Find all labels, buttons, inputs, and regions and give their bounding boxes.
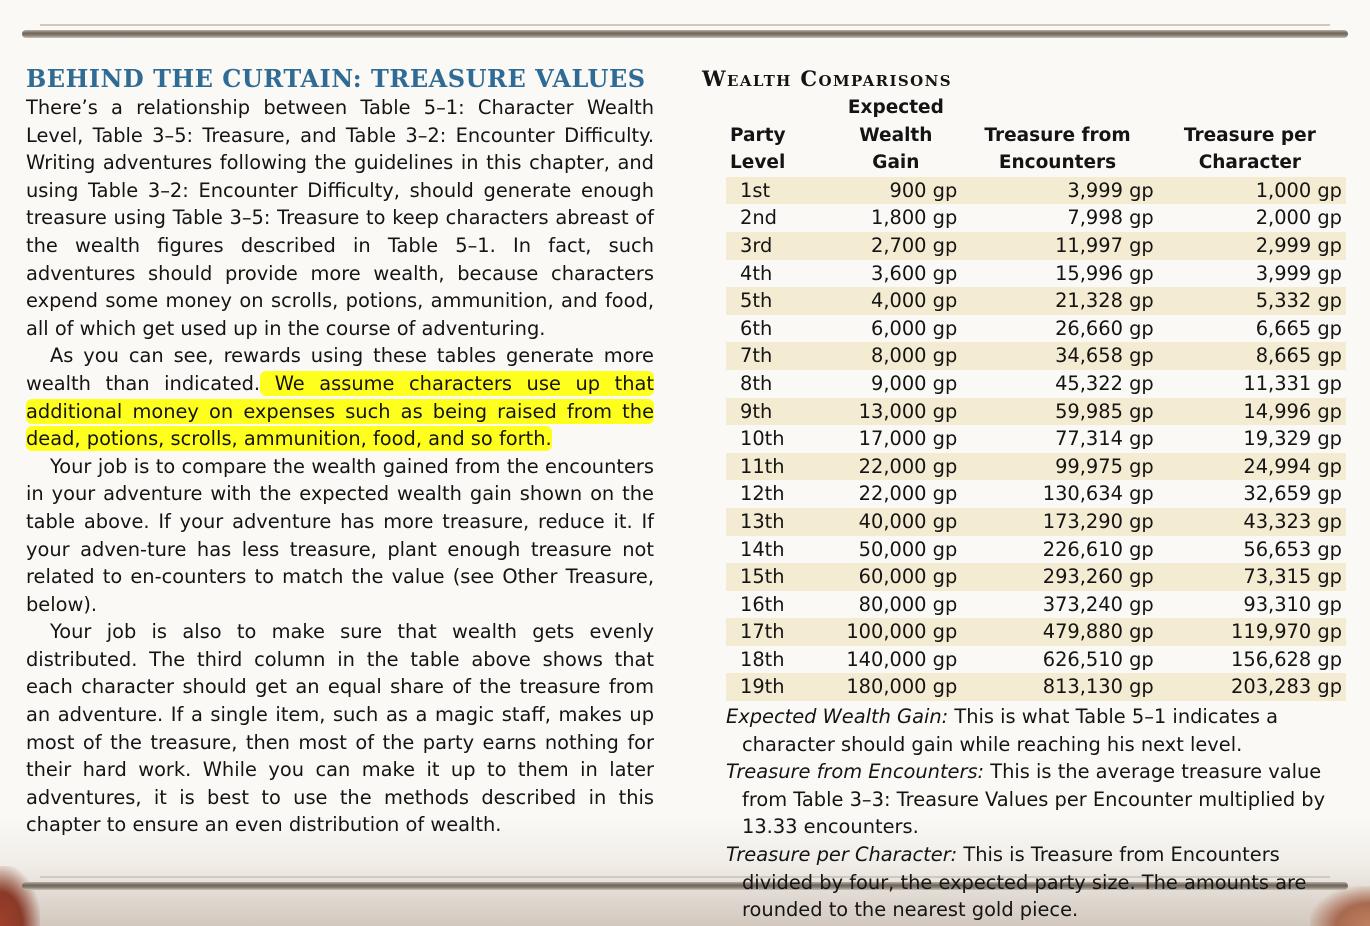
table-row <box>726 508 1346 536</box>
cell-party-level: 3rd <box>726 232 834 260</box>
top-thin-rule <box>40 24 1330 26</box>
cell-treasure-from-encounters: 626,510 gp <box>1042 647 1154 671</box>
cell-treasure-per-character: 24,994 gp <box>1158 453 1346 481</box>
table-row <box>726 591 1346 619</box>
cell-party-level: 5th <box>726 287 834 315</box>
cell-expected-wealth-gain: 80,000 gp <box>858 592 958 616</box>
cell-expected-wealth-gain: 22,000 gp <box>858 482 958 506</box>
cell-expected-wealth-gain: 8,000 gp <box>834 342 961 370</box>
cell-treasure-from-encounters: 3,999 gp <box>961 177 1157 205</box>
cell-expected-wealth-gain: 3,600 gp <box>871 261 958 285</box>
table-row <box>726 177 1346 205</box>
cell-expected-wealth-gain: 13,000 gp <box>834 398 961 426</box>
cell-party-level: 18th <box>740 647 785 671</box>
cell-treasure-per-character: 56,653 gp <box>1243 537 1342 561</box>
cell-expected-wealth-gain: 50,000 gp <box>858 537 958 561</box>
cell-treasure-from-encounters: 173,290 gp <box>961 508 1157 536</box>
cell-treasure-from-encounters: 7,998 gp <box>1067 206 1154 230</box>
cell-treasure-per-character: 32,659 gp <box>1243 482 1342 506</box>
cell-treasure-from-encounters: 130,634 gp <box>1042 482 1154 506</box>
cell-expected-wealth-gain: 60,000 gp <box>834 563 961 591</box>
cell-party-level: 12th <box>740 482 785 506</box>
cell-party-level: 11th <box>726 453 834 481</box>
highlighted-text: We assume characters use up that additional money on expenses such as being raised from the dead, potions, scrolls, ammunition, food, and so forth. <box>26 371 655 451</box>
sidebar-column <box>26 60 654 839</box>
cell-party-level: 8th <box>740 371 773 395</box>
header-party-level: Party Level <box>730 124 786 174</box>
table-body <box>726 177 1346 701</box>
table-header-row <box>726 94 1346 177</box>
cell-treasure-per-character: 73,315 gp <box>1158 563 1346 591</box>
note-treasure-per-character: Treasure per Character: This is Treasure from Encounters divided by four, the expected party size. The amounts are rounded to the nearest gold piece. <box>726 843 1307 922</box>
cell-treasure-per-character: 203,283 gp <box>1158 673 1346 701</box>
cell-treasure-from-encounters: 11,997 gp <box>961 232 1157 260</box>
table-row <box>726 646 1346 674</box>
table-row <box>726 287 1346 315</box>
sidebar-title: BEHIND THE CURTAIN: TREASURE VALUES <box>26 64 646 93</box>
sidebar-paragraph-1: There’s a relationship between Table 5–1: Character Wealth Level, Table 3–5: Treasure, and Table 3–2: Encounter Difficulty. Writing adventures following the guidelines in this chapter, and using Table 3–2: Encounter Difficulty, should generate enough treasure using Table 3–5: Treasure to keep characters abreast of the wealth figures described in Table 5–1. In fact, such adventures should provide more wealth, because characters expend some money on scrolls, potions, ammunition, and food, all of which get used up in the course of adventuring. <box>26 96 654 340</box>
cell-treasure-from-encounters: 293,260 gp <box>961 563 1157 591</box>
table-title: Wealth Comparisons <box>702 66 952 91</box>
cell-party-level: 4th <box>740 261 773 285</box>
table-row <box>726 425 1346 453</box>
cell-expected-wealth-gain: 1,800 gp <box>871 206 958 230</box>
cell-expected-wealth-gain: 140,000 gp <box>846 647 958 671</box>
cell-party-level: 7th <box>726 342 834 370</box>
cell-expected-wealth-gain: 6,000 gp <box>871 316 958 340</box>
cell-treasure-from-encounters: 34,658 gp <box>961 342 1157 370</box>
cell-treasure-per-character: 8,665 gp <box>1158 342 1346 370</box>
sidebar-paragraph-2 <box>26 342 654 452</box>
table-row <box>726 536 1346 564</box>
cell-party-level: 13th <box>726 508 834 536</box>
note-expected-wealth-gain: Expected Wealth Gain: This is what Table 5–1 indicates a character should gain while reaching his next level. <box>726 705 1279 756</box>
cell-treasure-per-character: 1,000 gp <box>1158 177 1346 205</box>
cell-treasure-per-character: 6,665 gp <box>1255 316 1342 340</box>
sidebar-paragraph-4: Your job is also to make sure that wealth gets evenly distributed. The third column in the table above shows that each character should get an equal share of the treasure from an adventure. If a single item, such as a magic staff, makes up most of the treasure, then most of the party earns nothing for their hard work. While you can make it up to them in later adventures, it is best to use the methods described in this chapter to ensure an even distribution of wealth. <box>26 620 654 837</box>
note-treasure-from-encounters: Treasure from Encounters: This is the average treasure value from Table 3–3: Treasure Values per Encounter multiplied by 13.33 encounters. <box>726 760 1326 839</box>
cell-treasure-per-character: 19,329 gp <box>1243 427 1342 451</box>
cell-treasure-from-encounters: 99,975 gp <box>961 453 1157 481</box>
table-row <box>726 563 1346 591</box>
cell-treasure-from-encounters: 45,322 gp <box>1055 371 1154 395</box>
table-row <box>726 342 1346 370</box>
cell-treasure-per-character: 3,999 gp <box>1255 261 1342 285</box>
cell-party-level: 9th <box>726 398 834 426</box>
cell-expected-wealth-gain: 22,000 gp <box>834 453 961 481</box>
cell-expected-wealth-gain: 9,000 gp <box>871 371 958 395</box>
table-row <box>726 673 1346 701</box>
cell-treasure-per-character: 5,332 gp <box>1158 287 1346 315</box>
table-row <box>726 398 1346 426</box>
header-expected-wealth-gain: Expected Wealth Gain <box>847 97 944 174</box>
table-row <box>726 260 1346 288</box>
table-row <box>726 370 1346 398</box>
cell-party-level: 1st <box>726 177 834 205</box>
cell-treasure-per-character: 119,970 gp <box>1158 618 1346 646</box>
table-row <box>726 480 1346 508</box>
cell-treasure-from-encounters: 26,660 gp <box>1055 316 1154 340</box>
cell-expected-wealth-gain: 180,000 gp <box>834 673 961 701</box>
paragraph-2-text: As you can see, rewards using these tables generate more wealth than indicated. <box>26 344 654 395</box>
cell-treasure-from-encounters: 59,985 gp <box>961 398 1157 426</box>
header-treasure-from-encounters: Treasure from Encounters <box>984 124 1131 174</box>
header-treasure-per-character: Treasure per Character <box>1183 124 1316 174</box>
cell-expected-wealth-gain: 2,700 gp <box>834 232 961 260</box>
cell-treasure-per-character: 2,999 gp <box>1158 232 1346 260</box>
cell-treasure-from-encounters: 15,996 gp <box>1055 261 1154 285</box>
cell-treasure-per-character: 14,996 gp <box>1158 398 1346 426</box>
table-column <box>702 64 1348 924</box>
table-row <box>726 618 1346 646</box>
cell-expected-wealth-gain: 900 gp <box>834 177 961 205</box>
cell-treasure-per-character: 11,331 gp <box>1243 371 1342 395</box>
cell-expected-wealth-gain: 40,000 gp <box>834 508 961 536</box>
cell-party-level: 15th <box>726 563 834 591</box>
wealth-comparisons-table <box>726 94 1346 701</box>
cell-party-level: 10th <box>740 427 785 451</box>
cell-treasure-from-encounters: 21,328 gp <box>961 287 1157 315</box>
cell-party-level: 2nd <box>740 206 777 230</box>
cell-party-level: 19th <box>726 673 834 701</box>
cell-treasure-from-encounters: 77,314 gp <box>1055 427 1154 451</box>
cell-treasure-per-character: 2,000 gp <box>1255 206 1342 230</box>
cell-party-level: 14th <box>740 537 785 561</box>
decorative-corner-left <box>0 866 40 926</box>
cell-treasure-per-character: 43,323 gp <box>1158 508 1346 536</box>
table-row <box>726 315 1346 343</box>
table-row <box>726 453 1346 481</box>
cell-treasure-from-encounters: 373,240 gp <box>1042 592 1154 616</box>
cell-expected-wealth-gain: 17,000 gp <box>858 427 958 451</box>
cell-treasure-from-encounters: 226,610 gp <box>1042 537 1154 561</box>
cell-treasure-from-encounters: 813,130 gp <box>961 673 1157 701</box>
cell-party-level: 17th <box>726 618 834 646</box>
cell-expected-wealth-gain: 4,000 gp <box>834 287 961 315</box>
table-notes <box>726 703 1336 924</box>
cell-party-level: 16th <box>740 592 785 616</box>
table-row <box>726 204 1346 232</box>
sidebar-paragraph-3: Your job is to compare the wealth gained from the encounters in your adventure with the expected wealth gain shown on the table above. If your adventure has more treasure, reduce it. If your adven-ture has less treasure, plant enough treasure not related to en-counters to match the value (see Other Treasure, below). <box>26 454 654 616</box>
cell-treasure-from-encounters: 479,880 gp <box>961 618 1157 646</box>
cell-treasure-per-character: 93,310 gp <box>1243 592 1342 616</box>
cell-expected-wealth-gain: 100,000 gp <box>834 618 961 646</box>
cell-treasure-per-character: 156,628 gp <box>1231 647 1342 671</box>
cell-party-level: 6th <box>740 316 773 340</box>
top-decorative-rule <box>22 30 1348 38</box>
table-row <box>726 232 1346 260</box>
